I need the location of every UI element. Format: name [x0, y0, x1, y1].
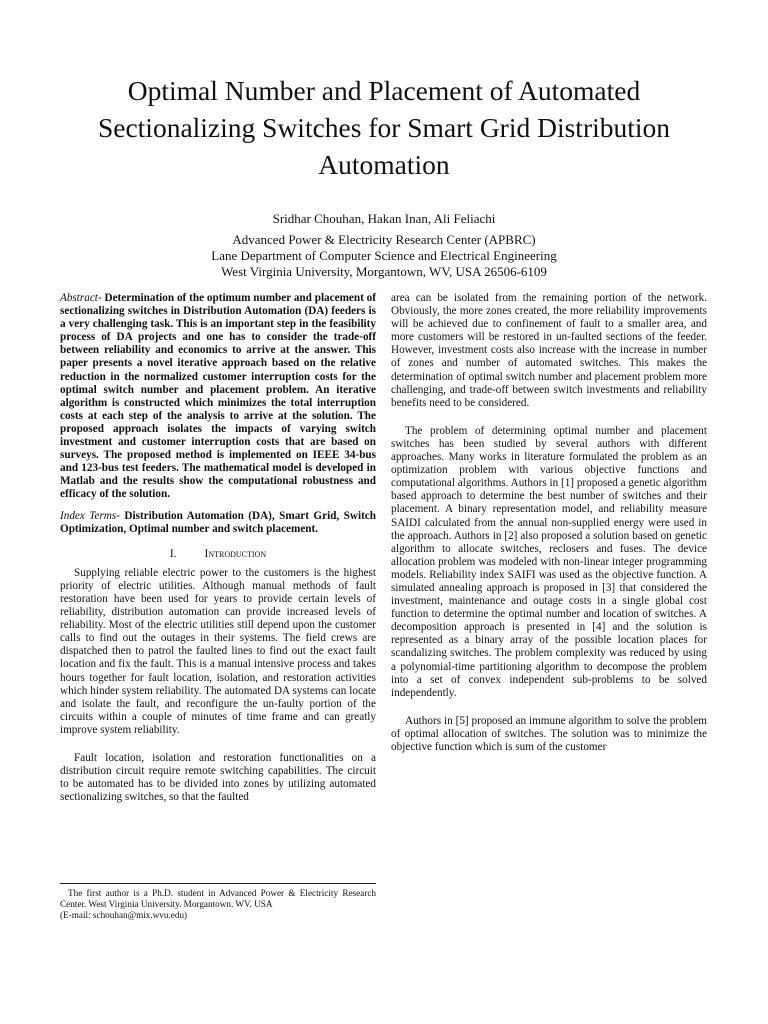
- body-paragraph: area can be isolated from the remaining portion of the network. Obviously, the more zones created, the more reliability improvements will be achieved due to confinement of fault to a smaller area, and more customers will be restored in un-faulted sections of the feeder. However, investment costs also increase with the increase in number of zones and number of automated switches. This makes the determination of optimal switch number and placement problem more challenging, and trade-off between switch investments and reliability benefits need to be considered.: [391, 292, 707, 409]
- index-terms-lead: Index Terms-: [60, 509, 120, 522]
- affiliation-line: Lane Department of Computer Science and Electrical Engineering: [211, 248, 557, 263]
- footnote-divider: [60, 883, 376, 884]
- body-paragraph: Fault location, isolation and restoration functionalities on a distribution circuit require remote switching capabilities. The circuit to be automated has to be divided into zones by utilizing automated sectionalizing switches, so that the faulted: [60, 752, 376, 804]
- section-number: I.: [169, 547, 177, 560]
- section-heading: [60, 548, 376, 561]
- index-terms: [60, 510, 376, 536]
- author-block: [60, 211, 708, 280]
- abstract: [60, 292, 376, 502]
- paper-title: Optimal Number and Placement of Automated Sectionalizing Switches for Smart Grid Distribution Automation: [97, 75, 671, 180]
- abstract-lead: Abstract-: [60, 292, 102, 304]
- footnote: [60, 888, 376, 921]
- affiliation-line: Advanced Power & Electricity Research Center (APBRC): [232, 232, 536, 247]
- body-paragraph: Supplying reliable electric power to the customers is the highest priority of electric utilities. Although manual methods of fault restoration have been used for years to provide certain levels of reliability, distribution automation can provide increased levels of reliability. Most of the electric utilities still depend upon the customer calls to find out the outages in their systems. The field crews are dispatched then to patrol the faulted lines to find out the exact fault location and fix the fault. This is a manual intensive process and takes hours together for fault location, isolation, and restoration activities which hinder system reliability. The automated DA systems can locate and isolate the fault, and reconfigure the un-faulty portion of the circuits within a couple of minutes of time frame and can greatly improve system reliability.: [60, 566, 376, 736]
- section-title: Introduction: [204, 547, 267, 560]
- body-paragraph: Authors in [5] proposed an immune algorithm to solve the problem of optimal allocation of switches. The solution was to minimize the objective function which is sum of the customer: [391, 714, 707, 753]
- footnote-email: (E-mail: schouhan@mix.wvu.edu): [60, 910, 188, 920]
- footnote-text: The first author is a Ph.D. student in Advanced Power & Electricity Research Center. West Virginia University. Morgantown. WV. USA: [60, 888, 376, 909]
- abstract-text: Determination of the optimum number and placement of sectionalizing switches in Distribution Automation (DA) feeders is a very challenging task. This is an important step in the feasibility process of DA projects and one has to consider the trade-off between reliability and economics to arrive at the answer. This paper presents a novel iterative approach based on the relative reduction in the normalized customer interruption costs for the optimal switch number and placement problem. An iterative algorithm is constructed which minimizes the total interruption costs at each step of the analysis to arrive at the solution. The proposed approach isolates the impacts of varying switch investment and customer interruption costs that are based on surveys. The proposed method is implemented on IEEE 34-bus and 123-bus test feeders. The mathematical model is developed in Matlab and the results show the computational robustness and efficacy of the solution.: [60, 292, 376, 501]
- author-names: Sridhar Chouhan, Hakan Inan, Ali Feliachi: [272, 211, 496, 226]
- left-column: [60, 292, 376, 804]
- right-column: [391, 292, 707, 754]
- index-terms-text: Distribution Automation (DA), Smart Grid, Switch Optimization, Optimal number and switch placement.: [60, 509, 376, 535]
- body-paragraph: The problem of determining optimal number and placement switches has been studied by several authors with different approaches. Many works in literature formulated the problem as an optimization problem with various objective functions and computational algorithms. Authors in [1] proposed a genetic algorithm based approach to determine the best number of switches and their placement. A binary representation model, and reliability measure SAIDI calculated from the annual non-supplied energy were used in the approach. Authors in [2] also proposed a solution based on genetic algorithm to allocate switches, reclosers and fuses. The device allocation problem was modeled with non-linear integer programming models. Reliability index SAIFI was used as the objective function. A simulated annealing approach is proposed in [3] that considered the investment, maintenance and outage costs in a single global cost function to determine the optimal number and location of switches. A decomposition approach is presented in [4] and the solution is represented as a binary array of the possible location places for scandalizing switches. The problem complexity was reduced by using a polynomial-time partitioning algorithm to decompose the problem into a set of convex independent sub-problems to be solved independently.: [391, 424, 707, 699]
- affiliation-line: West Virginia University, Morgantown, WV, USA 26506-6109: [221, 264, 547, 279]
